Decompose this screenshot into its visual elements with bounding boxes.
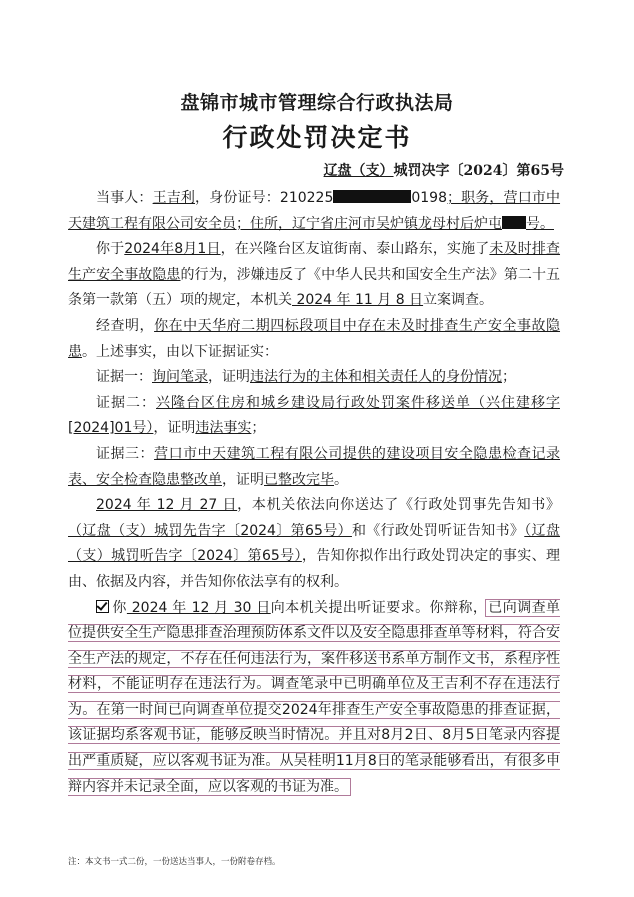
checked-checkbox-icon: [96, 600, 109, 613]
document-body: [68, 186, 560, 800]
party-paragraph: [68, 186, 560, 237]
id-suffix: 0198: [411, 190, 447, 206]
text: 证据一：: [96, 369, 152, 386]
findings-paragraph: [68, 314, 560, 365]
defense-claim: 已向调查单位提供安全生产隐患排查治理预防体系文件以及安全隐患排查单等材料，符合安全生产法的规定，不存在任何违法行为，案件移送书系单方制作文书，系程序性材料，不能证明存在违法行为。调查笔录中已明确单位及王吉利不存在违法行为。在第一时间已向调查单位提交2024年排查生产安全事故隐患的排查证据，该证据均系客观书证，能够反映当时情况。并且对8月2日、8月5日笔录内容提出严重质疑，应以客观书证为准。从吴桂明11月8日的笔录能够看出，有很多申辩内容并未记录全面，应以客观的书证为准。: [68, 599, 561, 795]
text: ；: [502, 369, 516, 386]
violation-paragraph: [68, 237, 560, 314]
text: 向本机关提出听证要求。你辩称，: [270, 599, 488, 616]
party-label: 当事人：: [96, 190, 153, 206]
hearing-request-date: 2024 年 12 月 30 日: [126, 599, 271, 616]
document-number-prefix: 辽盘（支）: [323, 163, 394, 179]
text: ，证明: [222, 471, 264, 488]
case-filing-date: 2024 年 11 月 8 日: [292, 292, 424, 309]
party-name: 王吉利: [152, 190, 196, 206]
text: 经查明，: [96, 317, 155, 334]
text: 的行为，涉嫌违反了《中华人民共和国安全生产法》第二十五条第一款第（五）项的规定，本机关: [68, 266, 561, 309]
text: 。: [82, 343, 96, 360]
evidence-1-name: 询问笔录: [152, 369, 208, 386]
hearing-paragraph: [68, 596, 560, 801]
evidence-3-name: 营口市中天建筑工程有限公司提供的建设项目安全隐患检查记录表、安全检查隐患整改单: [68, 445, 561, 488]
text: ，告知你拟作出行政处罚决定的事实、理由、依据及内容，并告知你依法享有的权利。: [68, 548, 560, 590]
agency-name: 盘锦市城市管理综合行政执法局: [180, 92, 454, 114]
evidence-1: [68, 365, 560, 391]
evidence-1-proves: 违法行为的主体和相关责任人的身份情况: [250, 369, 502, 386]
address-redaction: [502, 216, 526, 229]
evidence-3: [68, 442, 560, 493]
hearing-notice-number: （辽盘（支）城罚听告字〔2024〕第65号）: [68, 522, 561, 565]
document-title: 行政处罚决定书: [222, 123, 412, 152]
prior-notice-number: （辽盘（支）城罚先告字〔2024〕第65号）: [68, 522, 352, 539]
text: 证据二：: [96, 394, 156, 411]
text: ，证明: [153, 420, 196, 437]
text: ；: [251, 420, 266, 437]
id-label: ，身份证号：: [195, 190, 280, 206]
text: 你于: [96, 241, 125, 258]
id-redaction: [333, 190, 411, 203]
text: 证据三：: [96, 445, 155, 462]
text: ，证明: [208, 369, 250, 386]
notice-paragraph: [68, 493, 560, 595]
text: 你: [112, 599, 127, 616]
evidence-3-proves: 已整改完毕: [264, 471, 334, 488]
document-number-suffix: 城罚决字〔2024〕第65号: [393, 163, 564, 179]
footnote: 注：本文书一式二份，一份送达当事人，一份附卷存档。: [68, 857, 281, 867]
violation-date: 2024年8月1日: [124, 241, 221, 258]
notice-date: 2024 年 12 月 27 日: [96, 497, 238, 514]
finding-fact: 你在中天华府二期四标段项目中存在未及时排查生产安全事故隐患: [68, 317, 561, 360]
text: ，本机关依法向你送达了《行政处罚事先告知书》: [237, 497, 561, 514]
text: 立案调查。: [423, 292, 494, 309]
text: 和《行政处罚听证告知书》: [351, 522, 525, 539]
party-details: ；职务，营口市中天建筑工程有限公司安全员；住所，辽宁省庄河市吴炉镇龙母村后炉屯: [68, 190, 561, 232]
text: 上述事实，由以下证据证实：: [96, 343, 278, 360]
evidence-2: [68, 391, 560, 442]
text: 。: [334, 471, 348, 488]
id-prefix: 210225: [279, 190, 334, 206]
evidence-2-proves: 违法事实: [195, 420, 252, 437]
address-end: 号。: [526, 215, 554, 232]
evidence-2-name: 兴隆台区住房和城乡建设局行政处罚案件移送单（兴住建移字[2024]01号）: [68, 394, 560, 437]
text: ，在兴隆台区友谊街南、泰山路东，实施了: [220, 241, 490, 258]
document-number: [324, 160, 564, 180]
violation-act: 未及时排查生产安全事故隐患: [68, 241, 561, 283]
